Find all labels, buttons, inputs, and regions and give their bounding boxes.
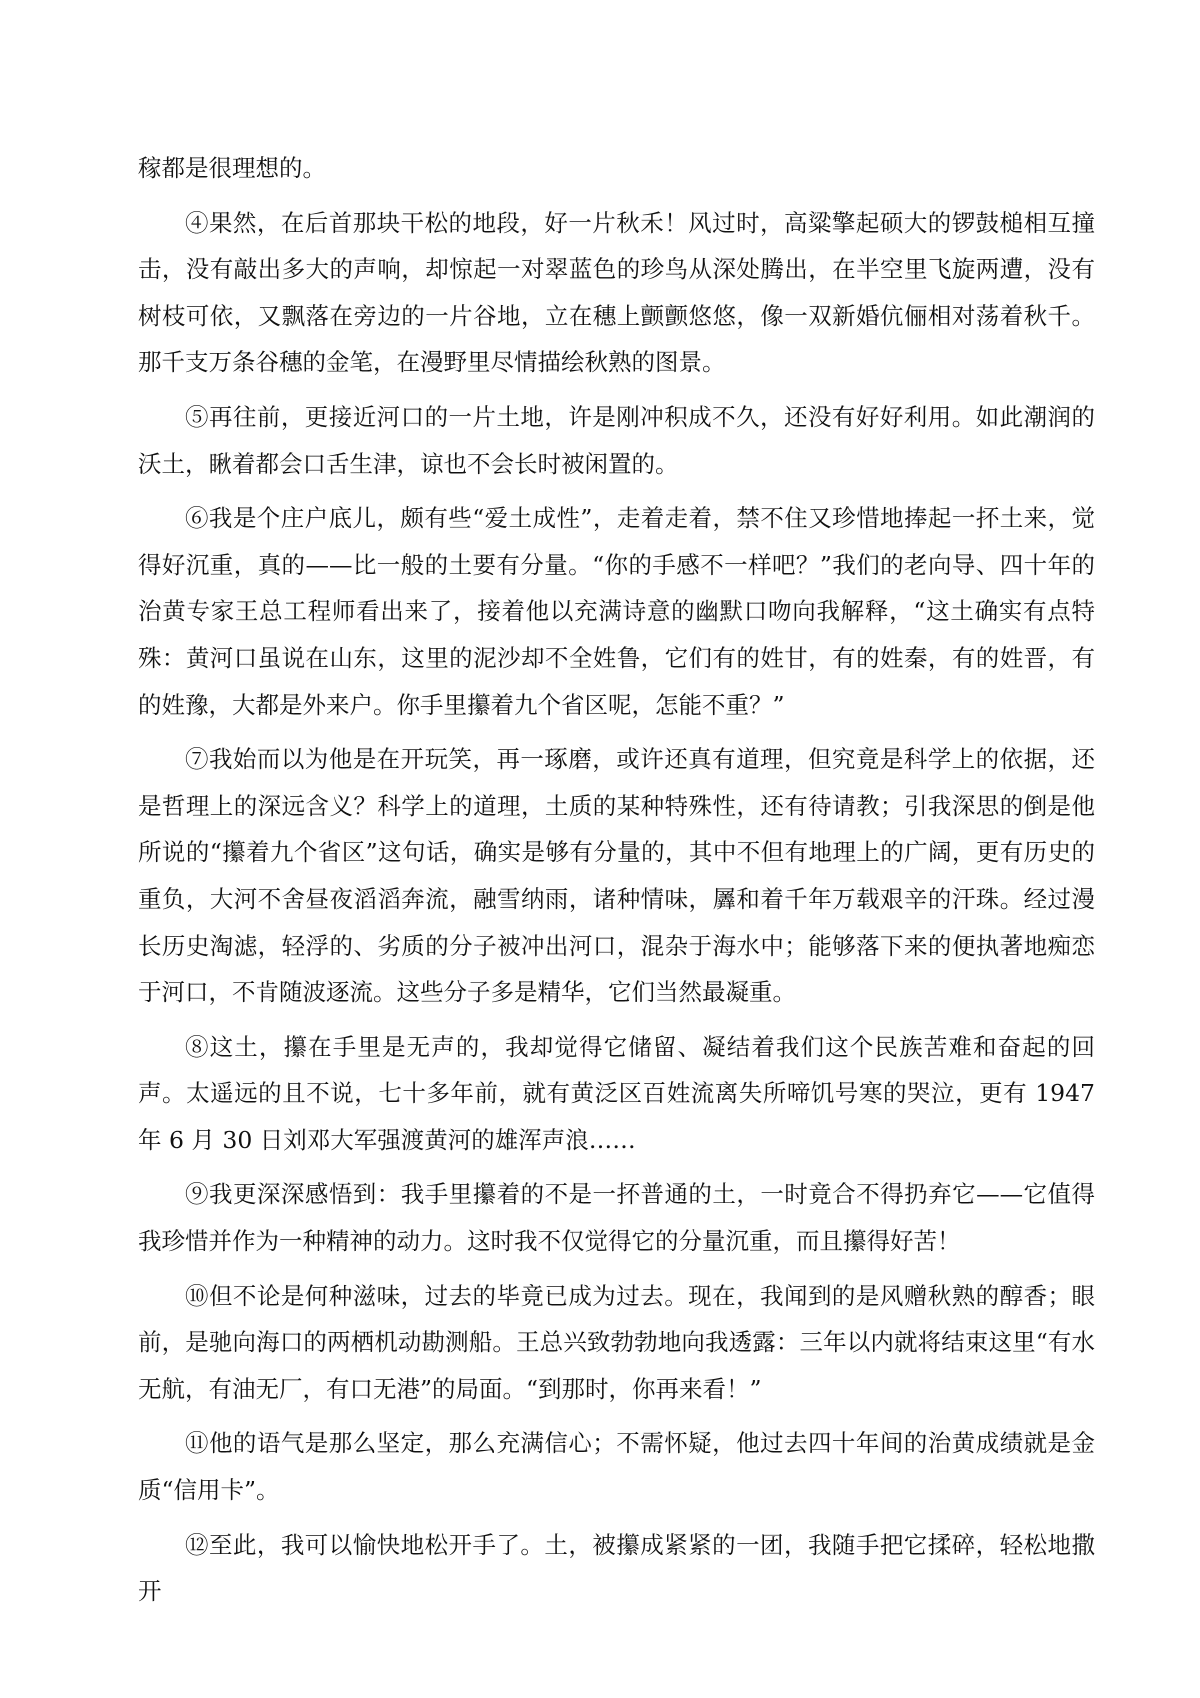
paragraph-10: ⑩但不论是何种滋味，过去的毕竟已成为过去。现在，我闻到的是风赠秋熟的醇香；眼前，是驰向海口的两栖机动勘测船。王总兴致勃勃地向我透露：三年以内就将结束这里“有水无航，有油无厂，有口无港”的局面。“到那时，你再来看！” bbox=[138, 1281, 1095, 1403]
paragraph-9: ⑨我更深深感悟到：我手里攥着的不是一抔普通的土，一时竟合不得扔弃它——它值得我珍惜并作为一种精神的动力。这时我不仅觉得它的分量沉重，而且攥得好苦！ bbox=[138, 1180, 1095, 1256]
paragraph-11: ⑪他的语气是那么坚定，那么充满信心；不需怀疑，他过去四十年间的治黄成绩就是金质“信用卡”。 bbox=[138, 1429, 1095, 1505]
paragraph-continuation: 稼都是很理想的。 bbox=[138, 154, 326, 182]
essay-body bbox=[138, 145, 1095, 1623]
paragraph-12: ⑫至此，我可以愉快地松开手了。土，被攥成紧紧的一团，我随手把它揉碎，轻松地撒开 bbox=[138, 1530, 1095, 1606]
paragraph-5: ⑤再往前，更接近河口的一片土地，许是刚冲积成不久，还没有好好利用。如此潮润的沃土，瞅着都会口舌生津，谅也不会长时被闲置的。 bbox=[138, 402, 1095, 478]
paragraph-7: ⑦我始而以为他是在开玩笑，再一琢磨，或许还真有道理，但究竟是科学上的依据，还是哲理上的深远含义？科学上的道理，土质的某种特殊性，还有待请教；引我深思的倒是他所说的“攥着九个省区”这句话，确实是够有分量的，其中不但有地理上的广阔，更有历史的重负，大河不舍昼夜滔滔奔流，融雪纳雨，诸种情味，羼和着千年万载艰辛的汗珠。经过漫长历史淘滤，轻浮的、劣质的分子被冲出河口，混杂于海水中；能够落下来的便执著地痴恋于河口，不肯随波逐流。这些分子多是精华，它们当然最凝重。 bbox=[138, 745, 1095, 1007]
paragraph-6: ⑥我是个庄户底儿，颇有些“爱土成性”，走着走着，禁不住又珍惜地捧起一抔土来，觉得好沉重，真的——比一般的土要有分量。“你的手感不一样吧？”我们的老向导、四十年的治黄专家王总工程师看出来了，接着他以充满诗意的幽默口吻向我解释，“这土确实有点特殊：黄河口虽说在山东，这里的泥沙却不全姓鲁，它们有的姓甘，有的姓秦，有的姓晋，有的姓豫，大都是外来户。你手里攥着九个省区呢，怎能不重？” bbox=[138, 504, 1095, 719]
paragraph-8: ⑧这土，攥在手里是无声的，我却觉得它储留、凝结着我们这个民族苦难和奋起的回声。太遥远的且不说，七十多年前，就有黄泛区百姓流离失所啼饥号寒的哭泣，更有 1947 年 6 月 30 日刘邓大军强渡黄河的雄浑声浪…… bbox=[138, 1032, 1095, 1154]
paragraph-4: ④果然，在后首那块干松的地段，好一片秋禾！风过时，高粱擎起硕大的锣鼓槌相互撞击，没有敲出多大的声响，却惊起一对翠蓝色的珍鸟从深处腾出，在半空里飞旋两遭，没有树枝可依，又飘落在旁边的一片谷地，立在穗上颤颤悠悠，像一双新婚伉俪相对荡着秋千。那千支万条谷穗的金笔，在漫野里尽情描绘秋熟的图景。 bbox=[138, 208, 1095, 377]
